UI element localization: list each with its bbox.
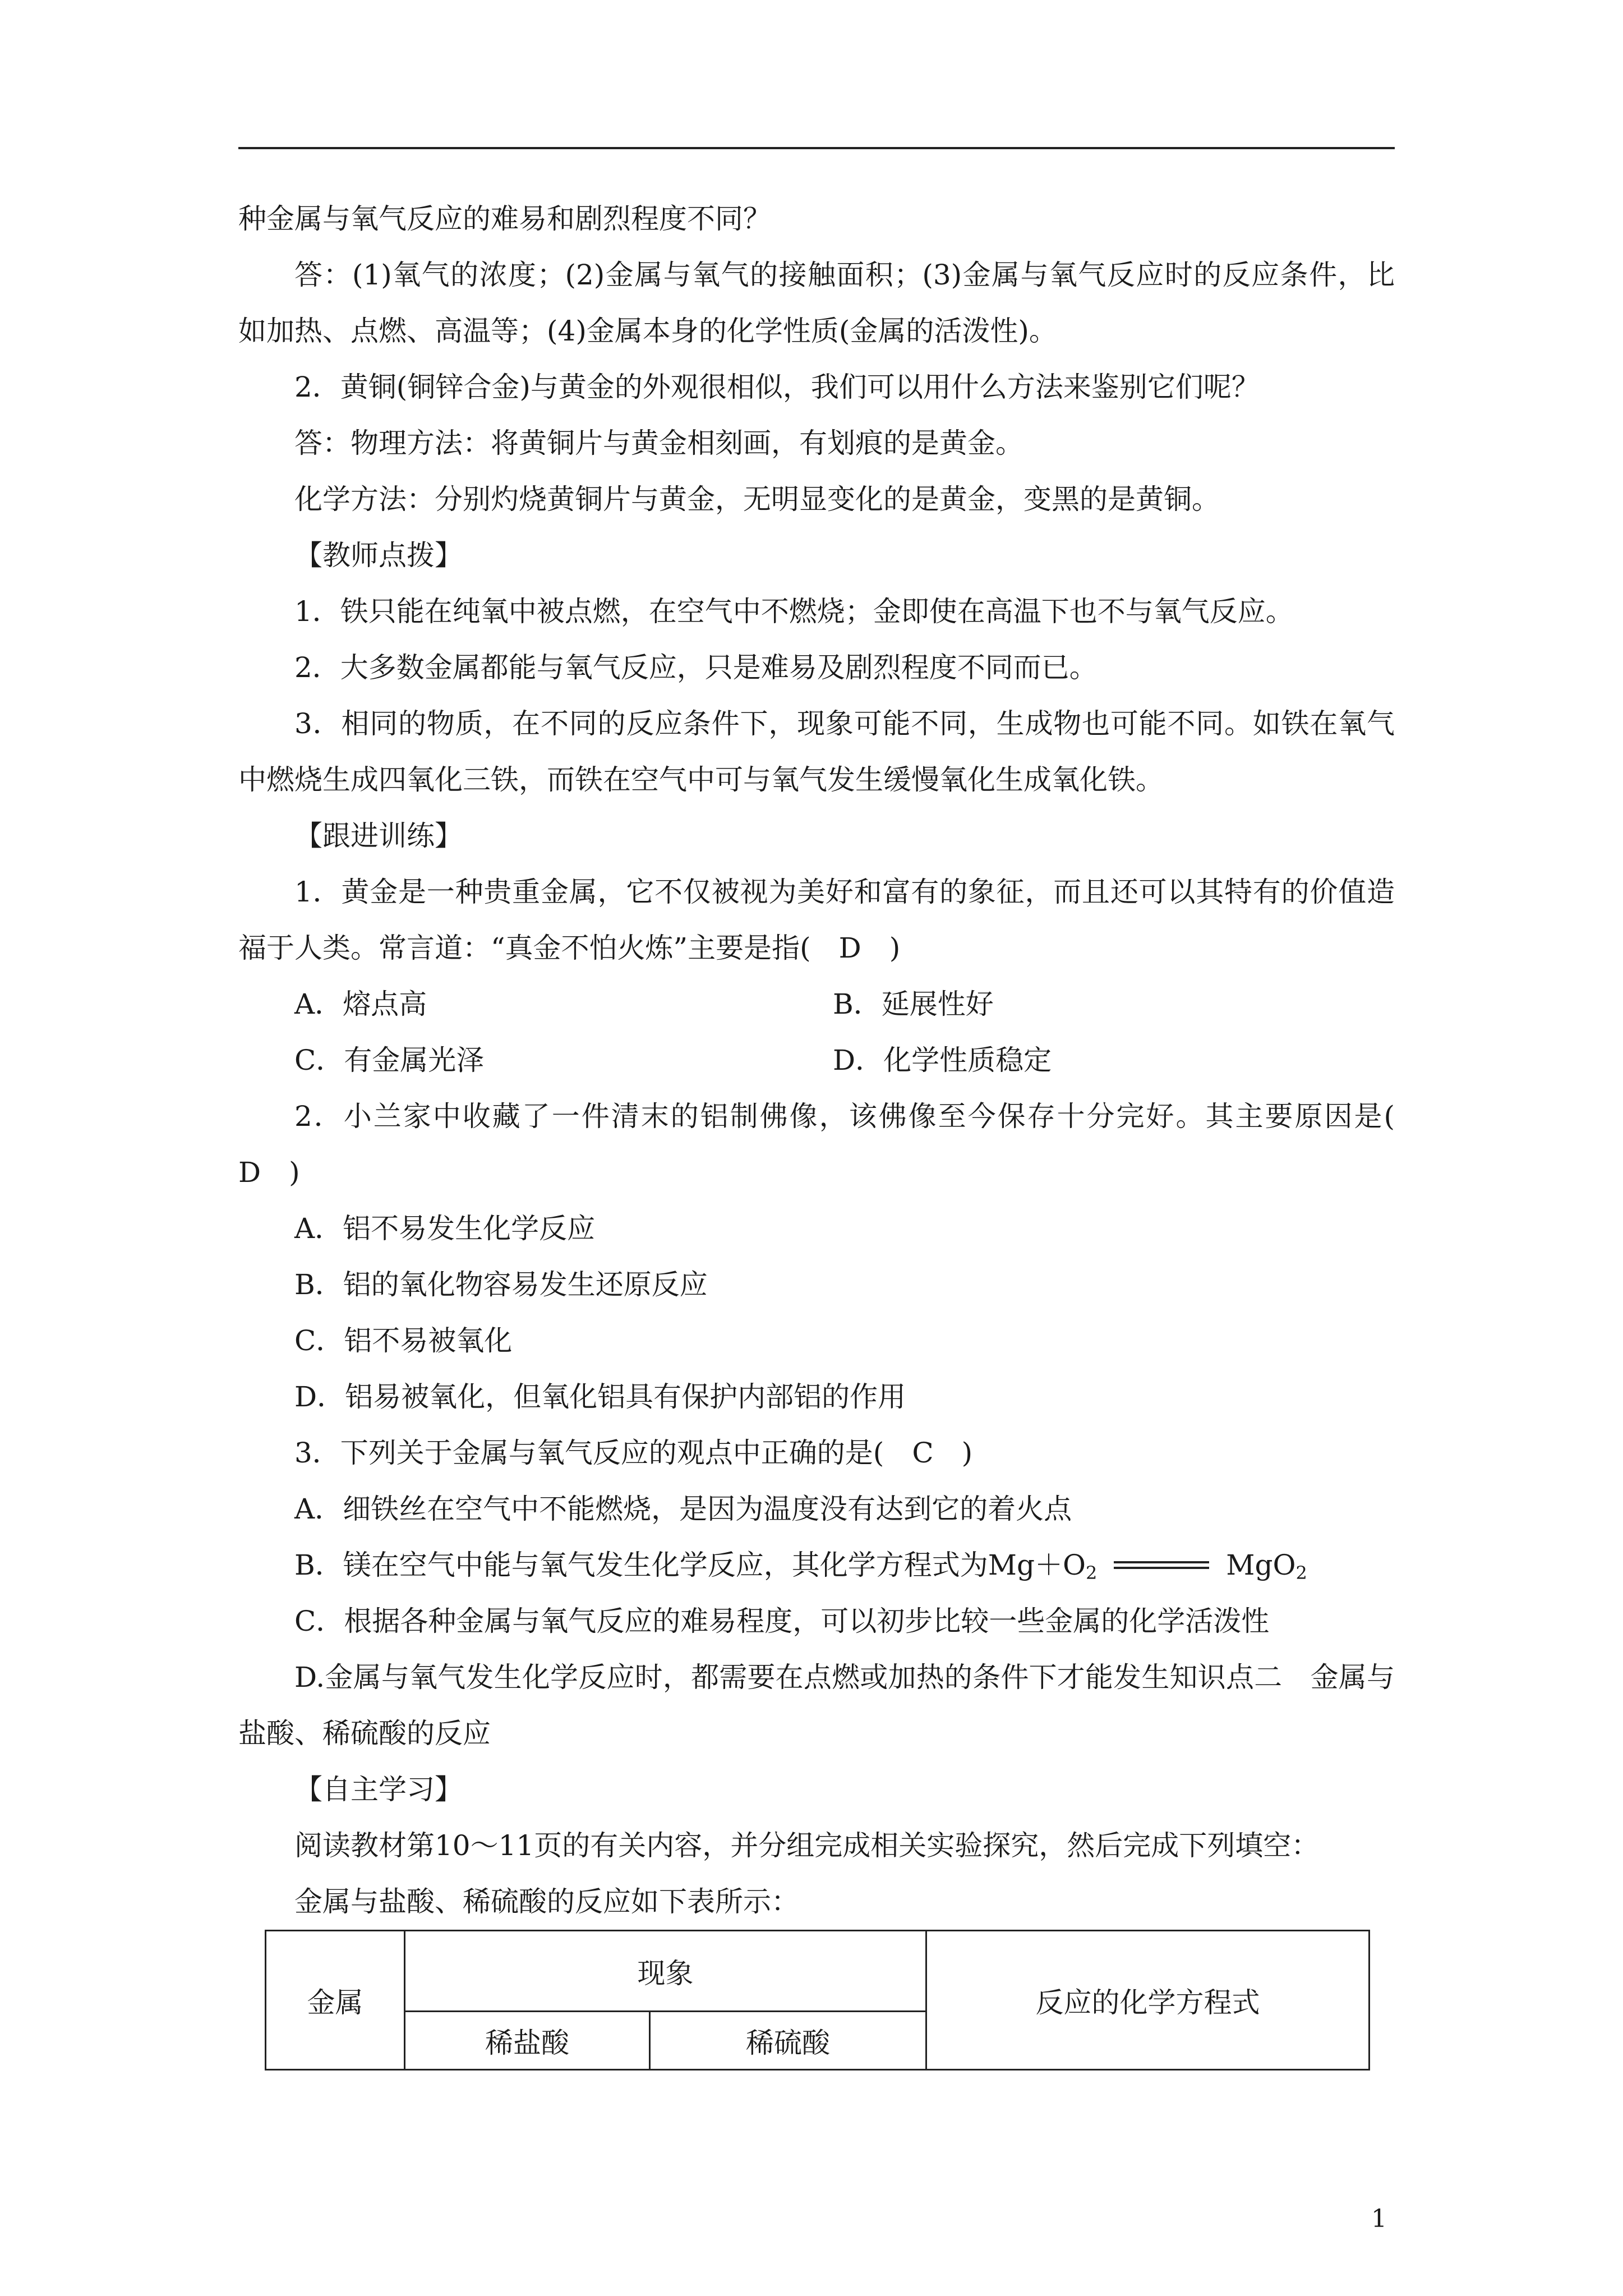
option: A．细铁丝在空气中不能燃烧，是因为温度没有达到它的着火点 bbox=[294, 1493, 1072, 1525]
document-body bbox=[238, 191, 1423, 1930]
option-row bbox=[238, 1032, 1395, 1088]
option: B．铝的氧化物容易发生还原反应 bbox=[294, 1268, 708, 1301]
question-stem: 2．小兰家中收藏了一件清末的铝制佛像，该佛像至今保存十分完好。其主要原因是( D ) bbox=[238, 1100, 1423, 1189]
answer-paragraph: 答：物理方法：将黄铜片与黄金相刻画，有划痕的是黄金。 bbox=[294, 427, 1023, 459]
option: A．熔点高 bbox=[294, 988, 427, 1020]
table-header-dilute-hcl: 稀盐酸 bbox=[405, 2012, 650, 2070]
option: C．根据各种金属与氧气反应的难易程度，可以初步比较一些金属的化学活泼性 bbox=[294, 1605, 1270, 1637]
option: D.金属与氧气发生化学反应时，都需要在点燃或加热的条件下才能发生知识点二 金属与盐酸、稀硫酸的反应 bbox=[238, 1661, 1395, 1750]
paragraph: 化学方法：分别灼烧黄铜片与黄金，无明显变化的是黄金，变黑的是黄铜。 bbox=[294, 483, 1220, 516]
question-stem: 1．黄金是一种贵重金属，它不仅被视为美好和富有的象征，而且还可以其特有的价值造福于人类。常言道：“真金不怕火炼”主要是指( D ) bbox=[238, 876, 1395, 964]
option: A．铝不易发生化学反应 bbox=[294, 1212, 596, 1245]
reaction-equals-sign bbox=[1114, 1561, 1209, 1569]
answer-paragraph: 答：(1)氧气的浓度；(2)金属与氧气的接触面积；(3)金属与氧气反应时的反应条件，比如加热、点燃、高温等；(4)金属本身的化学性质(金属的活泼性)。 bbox=[238, 259, 1395, 347]
product-formula: MgO bbox=[1226, 1549, 1296, 1581]
page-number: 1 bbox=[1371, 2205, 1387, 2233]
paragraph: 金属与盐酸、稀硫酸的反应如下表所示： bbox=[294, 1885, 799, 1918]
subscript: 2 bbox=[1085, 1562, 1098, 1584]
section-heading: 【教师点拨】 bbox=[294, 539, 463, 572]
question-paragraph: 2．黄铜(铜锌合金)与黄金的外观很相似，我们可以用什么方法来鉴别它们呢？ bbox=[294, 371, 1260, 403]
header-rule bbox=[238, 147, 1395, 149]
table-header-dilute-h2so4: 稀硫酸 bbox=[650, 2012, 926, 2070]
paragraph: 2．大多数金属都能与氧气反应，只是难易及剧烈程度不同而已。 bbox=[294, 651, 1098, 684]
option: C．有金属光泽 bbox=[294, 1044, 485, 1076]
question-stem: 3．下列关于金属与氧气反应的观点中正确的是( C ) bbox=[294, 1437, 973, 1469]
option: B．延展性好 bbox=[833, 988, 994, 1020]
reaction-table bbox=[265, 1930, 1370, 2070]
table-header-phenomenon: 现象 bbox=[405, 1931, 926, 2012]
section-heading: 【自主学习】 bbox=[294, 1773, 463, 1806]
table-header-metal: 金属 bbox=[266, 1931, 405, 2070]
subscript: 2 bbox=[1295, 1562, 1307, 1584]
paragraph: 阅读教材第10～11页的有关内容，并分组完成相关实验探究，然后完成下列填空： bbox=[294, 1829, 1320, 1862]
section-heading: 【跟进训练】 bbox=[294, 820, 463, 852]
paragraph: 1．铁只能在纯氧中被点燃，在空气中不燃烧；金即使在高温下也不与氧气反应。 bbox=[294, 595, 1294, 628]
option: D．化学性质稳定 bbox=[833, 1044, 1052, 1076]
option: C．铝不易被氧化 bbox=[294, 1324, 513, 1357]
option-equation bbox=[238, 1537, 1395, 1593]
table-header-equation: 反应的化学方程式 bbox=[926, 1931, 1370, 2070]
paragraph: 3．相同的物质，在不同的反应条件下，现象可能不同，生成物也可能不同。如铁在氧气中燃烧生成四氧化三铁，而铁在空气中可与氧气发生缓慢氧化生成氧化铁。 bbox=[238, 707, 1395, 796]
option-text: B．镁在空气中能与氧气发生化学反应，其化学方程式为Mg＋O bbox=[294, 1549, 1086, 1581]
option: D．铝易被氧化，但氧化铝具有保护内部铝的作用 bbox=[294, 1381, 906, 1413]
option-row bbox=[238, 976, 1395, 1032]
paragraph: 种金属与氧气反应的难易和剧烈程度不同？ bbox=[238, 203, 771, 235]
